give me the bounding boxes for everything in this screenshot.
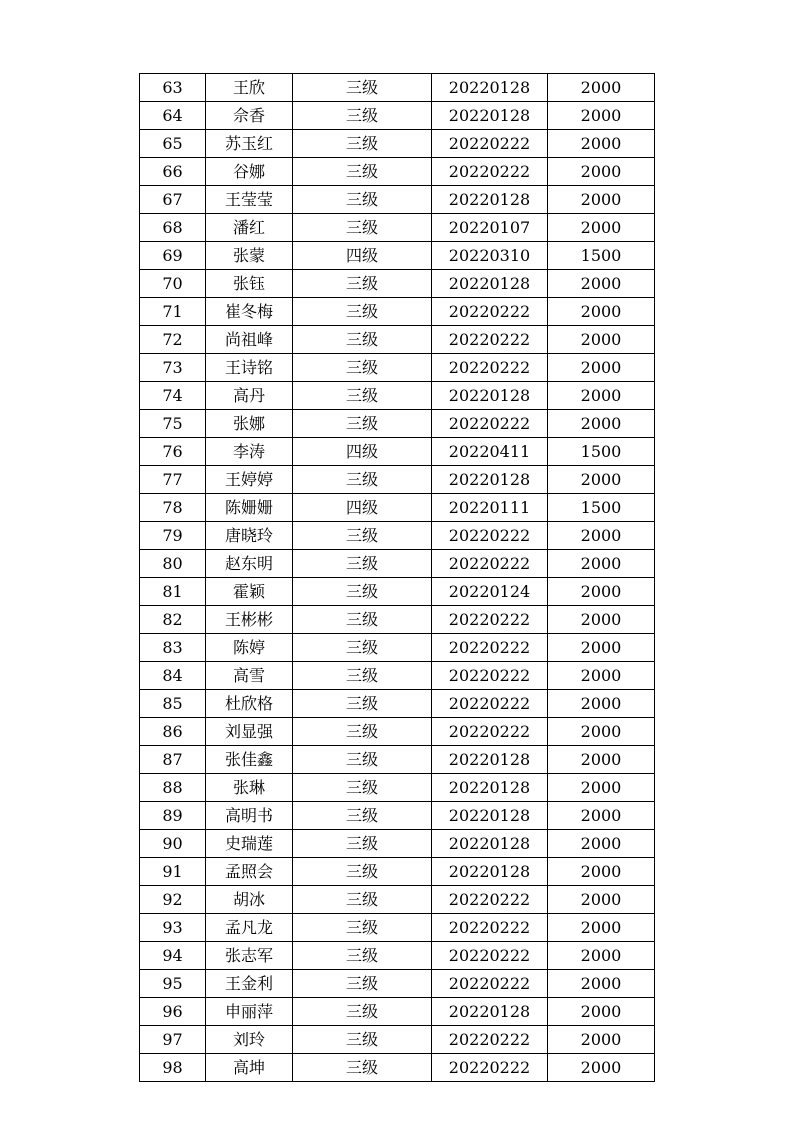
amount-cell: 2000 — [548, 214, 655, 242]
person-name-cell: 张蒙 — [206, 242, 293, 270]
table-row — [140, 718, 655, 746]
amount-cell: 2000 — [548, 606, 655, 634]
row-number-cell: 68 — [140, 214, 206, 242]
person-name-cell: 王欣 — [206, 74, 293, 102]
level-cell: 三级 — [293, 746, 432, 774]
date-cell: 20220222 — [432, 354, 548, 382]
row-number-cell: 76 — [140, 438, 206, 466]
level-cell: 四级 — [293, 438, 432, 466]
amount-cell: 2000 — [548, 326, 655, 354]
person-name-cell: 赵东明 — [206, 550, 293, 578]
table-body — [140, 74, 655, 1082]
level-cell: 三级 — [293, 718, 432, 746]
person-name-cell: 杜欣格 — [206, 690, 293, 718]
date-cell: 20220128 — [432, 830, 548, 858]
date-cell: 20220128 — [432, 774, 548, 802]
date-cell: 20220222 — [432, 410, 548, 438]
level-cell: 三级 — [293, 690, 432, 718]
row-number-cell: 78 — [140, 494, 206, 522]
row-number-cell: 66 — [140, 158, 206, 186]
table-row — [140, 466, 655, 494]
table-row — [140, 298, 655, 326]
person-name-cell: 王金利 — [206, 970, 293, 998]
row-number-cell: 64 — [140, 102, 206, 130]
person-name-cell: 崔冬梅 — [206, 298, 293, 326]
level-cell: 三级 — [293, 858, 432, 886]
amount-cell: 1500 — [548, 494, 655, 522]
level-cell: 三级 — [293, 942, 432, 970]
level-cell: 三级 — [293, 914, 432, 942]
row-number-cell: 63 — [140, 74, 206, 102]
amount-cell: 2000 — [548, 970, 655, 998]
table-row — [140, 606, 655, 634]
person-name-cell: 潘红 — [206, 214, 293, 242]
level-cell: 三级 — [293, 214, 432, 242]
amount-cell: 2000 — [548, 942, 655, 970]
date-cell: 20220222 — [432, 886, 548, 914]
date-cell: 20220128 — [432, 746, 548, 774]
person-name-cell: 唐晓玲 — [206, 522, 293, 550]
table-row — [140, 970, 655, 998]
amount-cell: 2000 — [548, 578, 655, 606]
table-row — [140, 354, 655, 382]
amount-cell: 2000 — [548, 662, 655, 690]
amount-cell: 2000 — [548, 158, 655, 186]
person-name-cell: 张志军 — [206, 942, 293, 970]
date-cell: 20220222 — [432, 942, 548, 970]
level-cell: 三级 — [293, 830, 432, 858]
table-row — [140, 270, 655, 298]
level-cell: 三级 — [293, 410, 432, 438]
row-number-cell: 87 — [140, 746, 206, 774]
person-name-cell: 刘玲 — [206, 1026, 293, 1054]
level-cell: 三级 — [293, 74, 432, 102]
row-number-cell: 92 — [140, 886, 206, 914]
amount-cell: 2000 — [548, 830, 655, 858]
date-cell: 20220222 — [432, 158, 548, 186]
level-cell: 三级 — [293, 1054, 432, 1082]
date-cell: 20220222 — [432, 522, 548, 550]
row-number-cell: 69 — [140, 242, 206, 270]
amount-cell: 2000 — [548, 746, 655, 774]
person-name-cell: 王诗铭 — [206, 354, 293, 382]
date-cell: 20220222 — [432, 634, 548, 662]
person-name-cell: 高丹 — [206, 382, 293, 410]
row-number-cell: 96 — [140, 998, 206, 1026]
row-number-cell: 67 — [140, 186, 206, 214]
table-row — [140, 158, 655, 186]
date-cell: 20220222 — [432, 718, 548, 746]
date-cell: 20220222 — [432, 662, 548, 690]
data-table — [139, 73, 655, 1082]
amount-cell: 2000 — [548, 410, 655, 438]
table-row — [140, 998, 655, 1026]
level-cell: 三级 — [293, 270, 432, 298]
level-cell: 三级 — [293, 634, 432, 662]
row-number-cell: 93 — [140, 914, 206, 942]
row-number-cell: 98 — [140, 1054, 206, 1082]
person-name-cell: 张娜 — [206, 410, 293, 438]
date-cell: 20220107 — [432, 214, 548, 242]
date-cell: 20220222 — [432, 914, 548, 942]
table-row — [140, 550, 655, 578]
person-name-cell: 张琳 — [206, 774, 293, 802]
person-name-cell: 尚祖峰 — [206, 326, 293, 354]
amount-cell: 2000 — [548, 102, 655, 130]
row-number-cell: 74 — [140, 382, 206, 410]
person-name-cell: 王婷婷 — [206, 466, 293, 494]
row-number-cell: 80 — [140, 550, 206, 578]
amount-cell: 2000 — [548, 774, 655, 802]
person-name-cell: 苏玉红 — [206, 130, 293, 158]
row-number-cell: 88 — [140, 774, 206, 802]
person-name-cell: 史瑞莲 — [206, 830, 293, 858]
row-number-cell: 90 — [140, 830, 206, 858]
amount-cell: 2000 — [548, 298, 655, 326]
date-cell: 20220128 — [432, 186, 548, 214]
row-number-cell: 86 — [140, 718, 206, 746]
amount-cell: 2000 — [548, 270, 655, 298]
amount-cell: 2000 — [548, 690, 655, 718]
level-cell: 三级 — [293, 550, 432, 578]
date-cell: 20220222 — [432, 130, 548, 158]
table-row — [140, 914, 655, 942]
table-row — [140, 102, 655, 130]
table-row — [140, 830, 655, 858]
person-name-cell: 王彬彬 — [206, 606, 293, 634]
table-row — [140, 214, 655, 242]
level-cell: 三级 — [293, 130, 432, 158]
amount-cell: 2000 — [548, 1026, 655, 1054]
date-cell: 20220222 — [432, 1054, 548, 1082]
person-name-cell: 高明书 — [206, 802, 293, 830]
date-cell: 20220222 — [432, 970, 548, 998]
amount-cell: 2000 — [548, 522, 655, 550]
row-number-cell: 95 — [140, 970, 206, 998]
amount-cell: 2000 — [548, 74, 655, 102]
amount-cell: 2000 — [548, 718, 655, 746]
row-number-cell: 75 — [140, 410, 206, 438]
level-cell: 三级 — [293, 466, 432, 494]
row-number-cell: 77 — [140, 466, 206, 494]
row-number-cell: 71 — [140, 298, 206, 326]
amount-cell: 2000 — [548, 1054, 655, 1082]
table-row — [140, 634, 655, 662]
row-number-cell: 72 — [140, 326, 206, 354]
table-row — [140, 774, 655, 802]
person-name-cell: 孟凡龙 — [206, 914, 293, 942]
date-cell: 20220128 — [432, 270, 548, 298]
row-number-cell: 94 — [140, 942, 206, 970]
person-name-cell: 张钰 — [206, 270, 293, 298]
level-cell: 三级 — [293, 886, 432, 914]
level-cell: 三级 — [293, 1026, 432, 1054]
table-row — [140, 410, 655, 438]
table-row — [140, 690, 655, 718]
table-row — [140, 438, 655, 466]
table-row — [140, 326, 655, 354]
level-cell: 三级 — [293, 326, 432, 354]
table-row — [140, 382, 655, 410]
level-cell: 三级 — [293, 522, 432, 550]
level-cell: 三级 — [293, 298, 432, 326]
person-name-cell: 申丽萍 — [206, 998, 293, 1026]
amount-cell: 2000 — [548, 802, 655, 830]
person-name-cell: 胡冰 — [206, 886, 293, 914]
person-name-cell: 李涛 — [206, 438, 293, 466]
row-number-cell: 73 — [140, 354, 206, 382]
table-row — [140, 942, 655, 970]
amount-cell: 2000 — [548, 186, 655, 214]
row-number-cell: 85 — [140, 690, 206, 718]
person-name-cell: 陈婷 — [206, 634, 293, 662]
person-name-cell: 张佳鑫 — [206, 746, 293, 774]
table-row — [140, 522, 655, 550]
date-cell: 20220222 — [432, 1026, 548, 1054]
amount-cell: 2000 — [548, 886, 655, 914]
date-cell: 20220128 — [432, 74, 548, 102]
level-cell: 三级 — [293, 802, 432, 830]
level-cell: 三级 — [293, 774, 432, 802]
level-cell: 三级 — [293, 606, 432, 634]
level-cell: 三级 — [293, 578, 432, 606]
person-name-cell: 刘显强 — [206, 718, 293, 746]
table-row — [140, 662, 655, 690]
amount-cell: 2000 — [548, 858, 655, 886]
level-cell: 三级 — [293, 354, 432, 382]
date-cell: 20220128 — [432, 858, 548, 886]
amount-cell: 2000 — [548, 130, 655, 158]
table-row — [140, 1026, 655, 1054]
row-number-cell: 91 — [140, 858, 206, 886]
person-name-cell: 霍颖 — [206, 578, 293, 606]
level-cell: 四级 — [293, 242, 432, 270]
date-cell: 20220222 — [432, 690, 548, 718]
date-cell: 20220222 — [432, 550, 548, 578]
person-name-cell: 高坤 — [206, 1054, 293, 1082]
date-cell: 20220222 — [432, 298, 548, 326]
table-row — [140, 858, 655, 886]
row-number-cell: 89 — [140, 802, 206, 830]
table-row — [140, 802, 655, 830]
amount-cell: 1500 — [548, 242, 655, 270]
row-number-cell: 82 — [140, 606, 206, 634]
row-number-cell: 97 — [140, 1026, 206, 1054]
date-cell: 20220411 — [432, 438, 548, 466]
date-cell: 20220111 — [432, 494, 548, 522]
person-name-cell: 孟照会 — [206, 858, 293, 886]
level-cell: 三级 — [293, 186, 432, 214]
level-cell: 三级 — [293, 662, 432, 690]
row-number-cell: 70 — [140, 270, 206, 298]
row-number-cell: 79 — [140, 522, 206, 550]
table-row — [140, 886, 655, 914]
row-number-cell: 84 — [140, 662, 206, 690]
date-cell: 20220128 — [432, 802, 548, 830]
date-cell: 20220310 — [432, 242, 548, 270]
level-cell: 三级 — [293, 970, 432, 998]
amount-cell: 2000 — [548, 466, 655, 494]
date-cell: 20220222 — [432, 606, 548, 634]
date-cell: 20220128 — [432, 102, 548, 130]
table-row — [140, 746, 655, 774]
amount-cell: 2000 — [548, 382, 655, 410]
amount-cell: 2000 — [548, 998, 655, 1026]
table-row — [140, 130, 655, 158]
table-row — [140, 1054, 655, 1082]
row-number-cell: 81 — [140, 578, 206, 606]
table-row — [140, 494, 655, 522]
amount-cell: 2000 — [548, 914, 655, 942]
date-cell: 20220128 — [432, 382, 548, 410]
row-number-cell: 83 — [140, 634, 206, 662]
level-cell: 三级 — [293, 102, 432, 130]
table-row — [140, 242, 655, 270]
date-cell: 20220128 — [432, 466, 548, 494]
amount-cell: 2000 — [548, 550, 655, 578]
amount-cell: 1500 — [548, 438, 655, 466]
table-row — [140, 74, 655, 102]
date-cell: 20220128 — [432, 998, 548, 1026]
date-cell: 20220222 — [432, 326, 548, 354]
level-cell: 三级 — [293, 998, 432, 1026]
level-cell: 三级 — [293, 382, 432, 410]
row-number-cell: 65 — [140, 130, 206, 158]
amount-cell: 2000 — [548, 354, 655, 382]
level-cell: 四级 — [293, 494, 432, 522]
person-name-cell: 王莹莹 — [206, 186, 293, 214]
person-name-cell: 陈姗姗 — [206, 494, 293, 522]
person-name-cell: 谷娜 — [206, 158, 293, 186]
date-cell: 20220124 — [432, 578, 548, 606]
person-name-cell: 佘香 — [206, 102, 293, 130]
amount-cell: 2000 — [548, 634, 655, 662]
level-cell: 三级 — [293, 158, 432, 186]
table-row — [140, 186, 655, 214]
table-row — [140, 578, 655, 606]
person-name-cell: 高雪 — [206, 662, 293, 690]
